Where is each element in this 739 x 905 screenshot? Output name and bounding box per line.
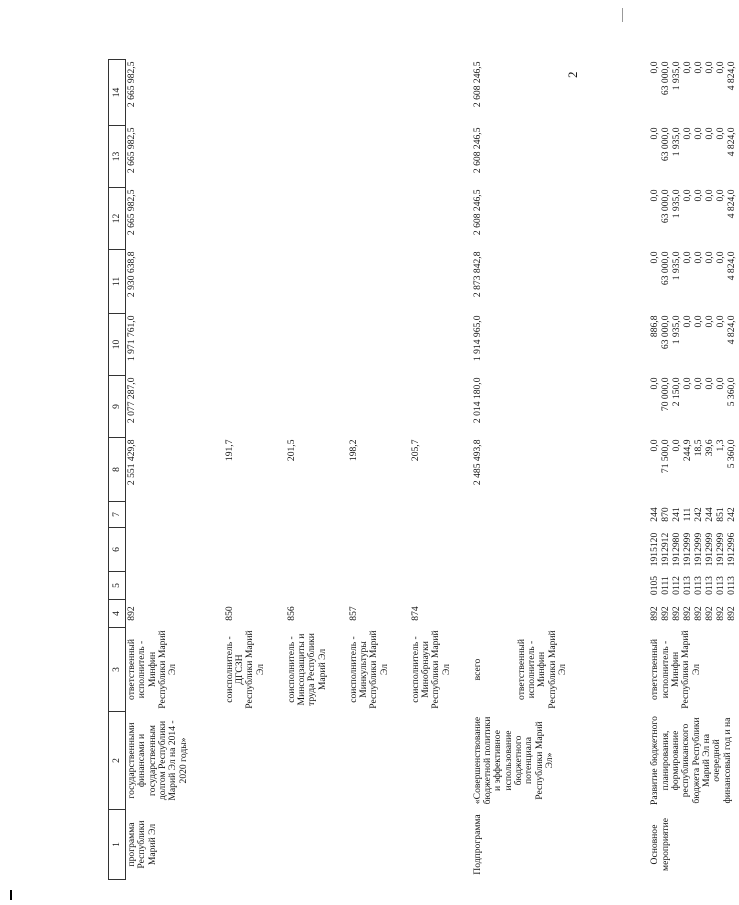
table-cell: 205,7 xyxy=(409,439,421,462)
table-cell xyxy=(224,376,286,438)
table-cell xyxy=(516,376,570,438)
cell-line: 0,0 xyxy=(693,251,705,264)
column-header: 10 xyxy=(109,314,126,376)
table-cell xyxy=(126,502,224,528)
table-cell xyxy=(224,250,286,314)
table-cell xyxy=(126,572,224,600)
table-cell xyxy=(224,502,286,528)
table-cell xyxy=(348,188,410,250)
table-cell xyxy=(649,600,739,628)
cell-line: 63 000,0 xyxy=(660,189,672,224)
cell-line: 892 xyxy=(715,606,727,621)
table-cell xyxy=(286,572,348,600)
table-cell xyxy=(649,438,739,502)
table-row xyxy=(126,60,224,880)
table-cell xyxy=(126,528,224,572)
cell-line: 70 000,0 xyxy=(660,377,672,412)
cell-line: 0,0 xyxy=(649,189,661,202)
table-cell: всего xyxy=(471,658,483,681)
table-cell xyxy=(472,502,516,528)
cell-line: 0,0 xyxy=(649,61,661,74)
cell-line: 1912912 xyxy=(660,532,672,567)
page-number: 2 xyxy=(565,71,580,78)
table-cell xyxy=(348,250,410,314)
column-header: 13 xyxy=(109,126,126,188)
budget-table xyxy=(108,59,739,880)
table-cell xyxy=(472,600,516,628)
cell-line: 892 xyxy=(693,606,705,621)
cell-line: 63 000,0 xyxy=(660,61,672,96)
cell-line: 0,0 xyxy=(649,127,661,140)
table-cell xyxy=(410,60,472,126)
cell-line: 0,0 xyxy=(671,439,683,452)
table-cell: 2 608 246,5 xyxy=(471,61,483,108)
cell-line: 892 xyxy=(726,606,738,621)
cell-line: 0,0 xyxy=(715,251,727,264)
cell-line: 0105 xyxy=(649,575,661,596)
column-header: 9 xyxy=(109,376,126,438)
table-cell xyxy=(649,572,739,600)
cell-line: 4 824,0 xyxy=(726,189,738,219)
row-description: государственными финансами и государственным долгом Республики Марий Эл на 2014 - 2020 годы» xyxy=(126,720,189,801)
cell-line: 0,0 xyxy=(704,315,716,328)
cell-line: 0,0 xyxy=(682,315,694,328)
cell-line: 63 000,0 xyxy=(660,127,672,162)
table-cell xyxy=(224,126,286,188)
table-cell: 874 xyxy=(409,606,421,621)
table-cell xyxy=(348,126,410,188)
table-cell: соисполнитель - Минобрнауки Республики Марий Эл xyxy=(409,630,452,709)
table-cell: 2 077 287,0 xyxy=(126,377,137,424)
cell-line: 63 000,0 xyxy=(660,315,672,350)
table-cell xyxy=(348,314,410,376)
scan-mark xyxy=(10,890,12,900)
row-description: Развитие бюджетного планирования, формирование республиканского бюджета Республики Марий Эл на очередной финансовый год и на xyxy=(649,716,733,805)
table-cell xyxy=(649,126,739,188)
cell-line: 0113 xyxy=(682,576,694,595)
table-cell xyxy=(224,188,286,250)
rotated-page xyxy=(108,60,738,880)
cell-line: 1915120 xyxy=(649,532,661,567)
cell-line: 0,0 xyxy=(649,377,661,390)
cell-line: 1 935,0 xyxy=(671,61,683,91)
table-cell: 2 665 982,5 xyxy=(126,127,137,174)
table-cell xyxy=(224,528,286,572)
table-cell xyxy=(286,126,348,188)
scan-mark xyxy=(622,8,623,22)
table-cell xyxy=(286,188,348,250)
table-cell: 2 930 638,8 xyxy=(126,251,137,298)
cell-line: 0,0 xyxy=(693,315,705,328)
table-cell xyxy=(649,314,739,376)
table-cell: ответственный исполнитель - Минфин Республики Марий Эл xyxy=(126,630,179,709)
table-cell: 2 665 982,5 xyxy=(126,61,137,108)
cell-line: 1912999 xyxy=(693,532,705,567)
cell-line: 111 xyxy=(682,507,694,522)
table-cell: 2 665 982,5 xyxy=(126,189,137,236)
table-cell: 892 xyxy=(126,606,137,621)
table-cell xyxy=(516,528,570,572)
table-cell: ответственный исполнитель - Минфин Республики Марий Эл xyxy=(515,630,568,709)
cell-line: 244 xyxy=(704,507,716,522)
table-cell xyxy=(348,502,410,528)
cell-line: 5 360,0 xyxy=(726,439,738,469)
row-responsible: ответственный исполнитель - Минфин Республики Марий Эл xyxy=(649,630,702,709)
cell-line: 4 824,0 xyxy=(726,315,738,345)
cell-line: 244 xyxy=(649,507,661,522)
table-cell: 2 014 180,0 xyxy=(471,377,483,424)
cell-line: 0,0 xyxy=(704,127,716,140)
table-cell xyxy=(224,60,286,126)
table-cell xyxy=(516,314,570,376)
cell-line: 0,0 xyxy=(715,189,727,202)
table-cell xyxy=(224,314,286,376)
cell-line: 851 xyxy=(715,507,727,522)
column-header: 4 xyxy=(109,600,126,628)
cell-line: 0,0 xyxy=(704,377,716,390)
cell-line: 0,0 xyxy=(715,61,727,74)
table-cell xyxy=(348,376,410,438)
table-cell xyxy=(649,528,739,572)
table-cell xyxy=(348,572,410,600)
column-header: 8 xyxy=(109,438,126,502)
table-cell xyxy=(516,502,570,528)
table-cell xyxy=(516,188,570,250)
cell-line: 0,0 xyxy=(693,61,705,74)
cell-line: 242 xyxy=(693,507,705,522)
table-cell: 1 914 965,0 xyxy=(471,315,483,362)
cell-line: 1912999 xyxy=(715,532,727,567)
table-cell xyxy=(516,60,570,126)
cell-line: 5 360,0 xyxy=(726,377,738,407)
cell-line: 241 xyxy=(671,507,683,522)
cell-line: 0,0 xyxy=(704,189,716,202)
table-cell xyxy=(516,250,570,314)
cell-line: 892 xyxy=(649,606,661,621)
table-cell: 191,7 xyxy=(223,439,235,462)
table-cell xyxy=(649,188,739,250)
table-cell xyxy=(410,376,472,438)
column-header: 7 xyxy=(109,502,126,528)
table-cell: 201,5 xyxy=(285,439,297,462)
cell-line: 0,0 xyxy=(715,127,727,140)
column-header: 14 xyxy=(109,60,126,126)
table-cell xyxy=(410,250,472,314)
cell-line: 1 935,0 xyxy=(671,189,683,219)
table-cell xyxy=(410,188,472,250)
table-cell xyxy=(516,126,570,188)
cell-line: 1,3 xyxy=(715,439,727,452)
column-header: 12 xyxy=(109,188,126,250)
cell-line: 0112 xyxy=(671,576,683,595)
cell-line: 0,0 xyxy=(704,251,716,264)
table-cell xyxy=(410,572,472,600)
cell-line: 0,0 xyxy=(715,315,727,328)
cell-line: 0,0 xyxy=(649,439,661,452)
table-cell xyxy=(286,376,348,438)
row-label: Подпрограмма xyxy=(471,814,483,875)
row-label: программа Республики Марий Эл xyxy=(126,820,158,869)
row-label: Основное мероприятие xyxy=(649,818,671,871)
table-cell: 2 551 429,8 xyxy=(126,439,137,486)
cell-line: 1912980 xyxy=(671,532,683,567)
cell-line: 242 xyxy=(726,507,738,522)
table-cell xyxy=(516,572,570,600)
table-cell xyxy=(286,502,348,528)
column-header: 2 xyxy=(109,712,126,810)
cell-line: 0,0 xyxy=(682,189,694,202)
table-cell xyxy=(649,502,739,528)
table-cell xyxy=(472,572,516,600)
cell-line: 0113 xyxy=(726,576,738,595)
table-cell: 2 608 246,5 xyxy=(471,189,483,236)
cell-line: 0,0 xyxy=(693,127,705,140)
cell-line: 0113 xyxy=(693,576,705,595)
table-cell xyxy=(410,502,472,528)
cell-line: 0,0 xyxy=(682,127,694,140)
row-description: «Совершенствование бюджетной политики и эффективное использование бюджетного потенциала Республики Марий Эл» xyxy=(471,716,556,805)
cell-line: 892 xyxy=(682,606,694,621)
header-row xyxy=(109,60,126,880)
table-cell: 857 xyxy=(347,606,359,621)
table-cell: 2 485 493,8 xyxy=(471,439,483,486)
cell-line: 892 xyxy=(704,606,716,621)
table-cell: 1 971 761,0 xyxy=(126,315,137,362)
cell-line: 63 000,0 xyxy=(660,251,672,286)
table-cell xyxy=(516,438,570,502)
column-header: 5 xyxy=(109,572,126,600)
cell-line: 1912999 xyxy=(704,532,716,567)
table-cell xyxy=(286,250,348,314)
cell-line: 892 xyxy=(660,606,672,621)
cell-line: 71 500,0 xyxy=(660,439,672,474)
table-cell xyxy=(286,60,348,126)
table-cell: 856 xyxy=(285,606,297,621)
cell-line: 0111 xyxy=(660,576,672,595)
cell-line: 886,8 xyxy=(649,315,661,338)
cell-line: 0,0 xyxy=(704,61,716,74)
column-header: 1 xyxy=(109,810,126,880)
table-cell: соисполнитель - Минкультуры Республики Марий Эл xyxy=(347,630,390,709)
column-header: 6 xyxy=(109,528,126,572)
cell-line: 0,0 xyxy=(715,377,727,390)
table-cell xyxy=(649,250,739,314)
cell-line: 39,6 xyxy=(704,439,716,457)
cell-line: 4 824,0 xyxy=(726,251,738,281)
table-cell xyxy=(224,572,286,600)
table-cell xyxy=(410,314,472,376)
table-cell xyxy=(286,528,348,572)
cell-line: 1 935,0 xyxy=(671,127,683,157)
table-cell xyxy=(516,600,570,628)
table-cell xyxy=(410,528,472,572)
table-cell xyxy=(410,126,472,188)
table-cell xyxy=(472,528,516,572)
table-cell: соисполнитель - Минсоцзащиты и труда Республики Марий Эл xyxy=(285,633,328,706)
table-cell: 2 873 842,8 xyxy=(471,251,483,298)
cell-line: 0,0 xyxy=(682,61,694,74)
cell-line: 0,0 xyxy=(682,251,694,264)
cell-line: 18,5 xyxy=(693,439,705,457)
table-cell xyxy=(649,376,739,438)
table-row xyxy=(649,60,739,880)
cell-line: 4 824,0 xyxy=(726,127,738,157)
cell-line: 0,0 xyxy=(693,377,705,390)
cell-line: 0113 xyxy=(704,576,716,595)
table-cell xyxy=(348,60,410,126)
cell-line: 1912996 xyxy=(726,532,738,567)
table-cell: 198,2 xyxy=(347,439,359,462)
table-row xyxy=(472,60,516,880)
cell-line: 892 xyxy=(671,606,683,621)
cell-line: 870 xyxy=(660,507,672,522)
table-cell: 2 608 246,5 xyxy=(471,127,483,174)
cell-line: 2 150,0 xyxy=(671,377,683,407)
cell-line: 0,0 xyxy=(693,189,705,202)
cell-line: 0,0 xyxy=(682,377,694,390)
cell-line: 244,9 xyxy=(682,439,694,462)
cell-line: 1 935,0 xyxy=(671,251,683,281)
table-cell: 850 xyxy=(223,606,235,621)
table-cell xyxy=(649,60,739,126)
table-cell xyxy=(286,314,348,376)
cell-line: 0113 xyxy=(715,576,727,595)
table-cell xyxy=(348,528,410,572)
cell-line: 1 935,0 xyxy=(671,315,683,345)
cell-line: 0,0 xyxy=(649,251,661,264)
cell-line: 4 824,0 xyxy=(726,61,738,91)
spacer-row xyxy=(569,60,649,880)
column-header: 11 xyxy=(109,250,126,314)
cell-line: 1912999 xyxy=(682,532,694,567)
column-header: 3 xyxy=(109,628,126,712)
table-cell: соисполнитель - ДГСЗН Республики Марий Эл xyxy=(223,630,266,709)
